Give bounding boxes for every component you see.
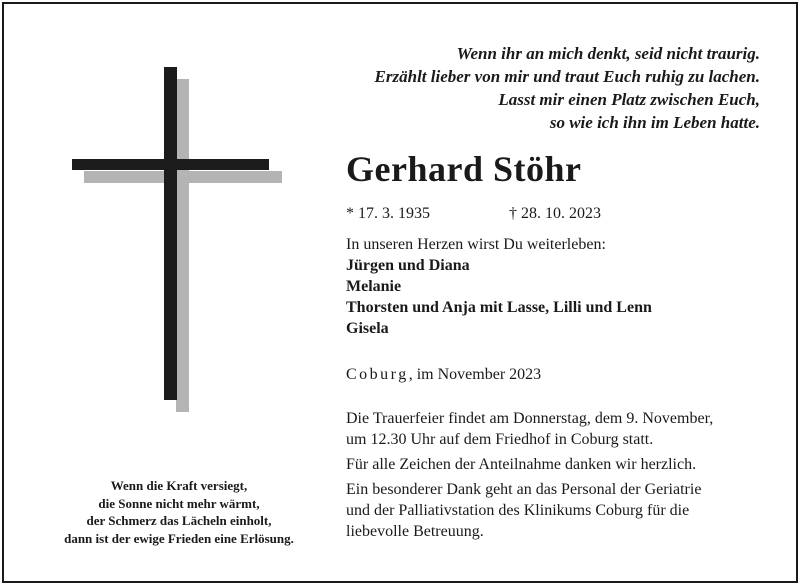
- bottom-poem-line: dann ist der ewige Frieden eine Erlösung.: [64, 530, 294, 546]
- mourner-line: Thorsten und Anja mit Lasse, Lilli und Lenn: [346, 299, 652, 316]
- bottom-poem-line: der Schmerz das Lächeln einholt,: [86, 513, 272, 528]
- mourner-line: Jürgen und Diana: [346, 257, 470, 274]
- top-poem-line: so wie ich ihn im Leben hatte.: [549, 113, 760, 132]
- special-thanks-line: und der Palliativstation des Klinikums Coburg für die: [346, 502, 690, 519]
- obituary-card: [2, 2, 798, 583]
- death-date: † 28. 10. 2023: [509, 205, 601, 222]
- bottom-poem-line: Wenn die Kraft versiegt,: [110, 478, 248, 493]
- cross-shadow-horizontal: [84, 171, 282, 183]
- top-poem-line: Lasst mir einen Platz zwischen Euch,: [498, 90, 760, 109]
- funeral-line: Die Trauerfeier findet am Donnerstag, dem 9. November,: [346, 410, 714, 427]
- birth-date: * 17. 3. 1935: [346, 205, 430, 222]
- top-poem-line: Wenn ihr an mich denkt, seid nicht traurig.: [456, 44, 760, 63]
- deceased-name: Gerhard Stöhr: [346, 149, 582, 189]
- cross-vertical-bar: [164, 67, 177, 400]
- place-name: Coburg: [346, 366, 409, 383]
- thanks-block: [346, 454, 696, 475]
- funeral-line: um 12.30 Uhr auf dem Friedhof in Coburg statt.: [346, 431, 654, 448]
- thanks-line: Für alle Zeichen der Anteilnahme danken wir herzlich.: [346, 456, 697, 473]
- special-thanks-block: [346, 479, 701, 542]
- top-poem-line: Erzählt lieber von mir und traut Euch ruhig zu lachen.: [374, 67, 760, 86]
- top-poem: [375, 42, 760, 134]
- funeral-info: [346, 408, 713, 450]
- bottom-poem: [24, 477, 334, 547]
- date-line: , im November 2023: [408, 366, 542, 383]
- mourners-block: [346, 234, 652, 339]
- special-thanks-line: Ein besonderer Dank geht an das Personal der Geriatrie: [346, 481, 702, 498]
- cross-shadow-vertical: [176, 79, 189, 412]
- mourner-line: Gisela: [346, 320, 389, 337]
- mourner-line: Melanie: [346, 278, 402, 295]
- cross-horizontal-bar: [72, 159, 269, 170]
- place-date: [346, 364, 541, 385]
- special-thanks-line: liebevolle Betreuung.: [346, 523, 484, 540]
- mourners-intro: In unseren Herzen wirst Du weiterleben:: [346, 236, 606, 253]
- bottom-poem-line: die Sonne nicht mehr wärmt,: [98, 495, 260, 511]
